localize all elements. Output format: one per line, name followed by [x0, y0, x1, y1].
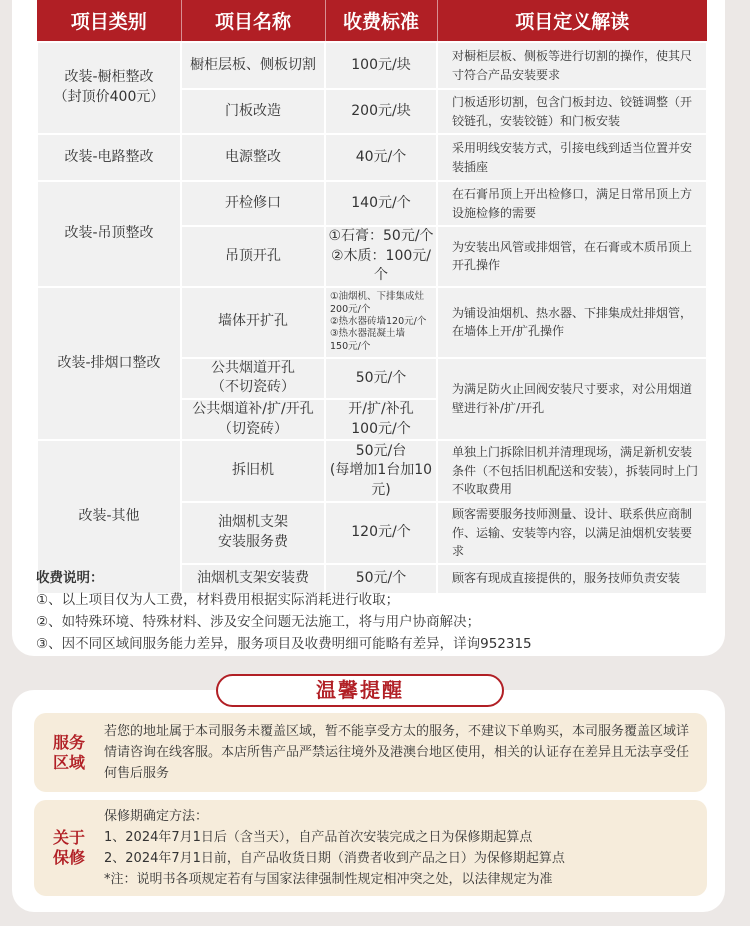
category-ceiling: 改装-吊顶整改: [37, 181, 181, 287]
warranty-box: [34, 800, 707, 896]
service-area-label: 服务 区域: [52, 733, 85, 772]
header-definition: 项目定义解读: [437, 0, 707, 42]
item-fee: 50元/台 (每增加1台加10元): [325, 440, 437, 502]
fee-notes: [36, 567, 706, 655]
item-name: 墙体开扩孔: [181, 287, 325, 358]
item-fee: 200元/块: [325, 89, 437, 134]
item-fee: 50元/个: [325, 564, 437, 594]
item-definition: 门板适形切割，包含门板封边、铰链调整（开铰链孔，安装铰链）和门板安装: [437, 89, 707, 134]
category-cabinet: 改装-橱柜整改 （封顶价400元）: [37, 42, 181, 134]
item-fee: ①石膏：50元/个 ②木质：100元/个: [325, 226, 437, 287]
table-row: [37, 134, 707, 181]
warranty-text: [104, 806, 695, 890]
item-definition: 为铺设油烟机、热水器、下排集成灶排烟管，在墙体上开/扩孔操作: [437, 287, 707, 358]
table-row: [37, 287, 707, 358]
reminder-title: 温馨提醒: [216, 674, 504, 707]
item-definition: 单独上门拆除旧机并清理现场，满足新机安装条件（不包括旧机配送和安装），拆装同时上门不收取费用: [437, 440, 707, 502]
item-definition: 顾客需要服务技师测量、设计、联系供应商制作、运输、安装等内容，以满足油烟机安装要求: [437, 502, 707, 564]
item-fee: 开/扩/补孔 100元/个: [325, 399, 437, 440]
item-fee: 100元/块: [325, 42, 437, 89]
header-fee: 收费标准: [325, 0, 437, 42]
note-item: ③、因不同区域间服务能力差异，服务项目及收费明细可能略有差异，详询952315: [36, 636, 532, 652]
table-header-row: [37, 0, 707, 42]
item-fee: 140元/个: [325, 181, 437, 226]
item-name: 公共烟道补/扩/开孔 （切瓷砖）: [181, 399, 325, 440]
item-definition: 对橱柜层板、侧板等进行切割的操作，使其尺寸符合产品安装要求: [437, 42, 707, 89]
item-name: 油烟机支架 安装服务费: [181, 502, 325, 564]
notes-title: 收费说明：: [36, 570, 104, 586]
service-area-box: [34, 713, 707, 792]
table-row: [37, 42, 707, 89]
item-name: 门板改造: [181, 89, 325, 134]
item-fee: 120元/个: [325, 502, 437, 564]
item-name: 拆旧机: [181, 440, 325, 502]
warranty-line: 2、2024年7月1日前，自产品收货日期（消费者收到产品之日）为保修期起算点: [104, 851, 565, 866]
warranty-line: 保修期确定方法：: [104, 809, 209, 824]
item-definition: 采用明线安装方式，引接电线到适当位置并安装插座: [437, 134, 707, 181]
warranty-line: 1、2024年7月1日后（含当天），自产品首次安装完成之日为保修期起算点: [104, 830, 533, 845]
item-fee: 50元/个: [325, 358, 437, 399]
note-item: ②、如特殊环境、特殊材料、涉及安全问题无法施工，将与用户协商解决；: [36, 614, 481, 630]
header-name: 项目名称: [181, 0, 325, 42]
item-name: 开检修口: [181, 181, 325, 226]
note-item: ①、以上项目仅为人工费，材料费用根据实际消耗进行收取；: [36, 592, 400, 608]
item-name: 橱柜层板、侧板切割: [181, 42, 325, 89]
table-row: [37, 440, 707, 502]
table-row: [37, 181, 707, 226]
item-definition: 顾客有现成直接提供的，服务技师负责安装: [437, 564, 707, 594]
item-fee: 40元/个: [325, 134, 437, 181]
warranty-line: *注：说明书各项规定若有与国家法律强制性规定相冲突之处，以法律规定为准: [104, 872, 553, 887]
category-flue: 改装-排烟口整改: [37, 287, 181, 440]
item-name: 公共烟道开孔 （不切瓷砖）: [181, 358, 325, 399]
warranty-label: 关于 保修: [52, 828, 85, 867]
category-circuit: 改装-电路整改: [37, 134, 181, 181]
item-fee: ①油烟机、下排集成灶 200元/个 ②热水器砖墙120元/个 ③热水器混凝土墙 150元/个: [325, 287, 437, 358]
item-definition: 在石膏吊顶上开出检修口，满足日常吊顶上方设施检修的需要: [437, 181, 707, 226]
category-other: 改装-其他: [37, 440, 181, 594]
item-definition: 为满足防火止回阀安装尺寸要求，对公用烟道壁进行补/扩/开孔: [437, 358, 707, 440]
header-category: 项目类别: [37, 0, 181, 42]
fee-table: [36, 0, 708, 595]
item-name: 电源整改: [181, 134, 325, 181]
service-area-text: 若您的地址属于本司服务未覆盖区域，暂不能享受方太的服务，不建议下单购买，本司服务覆盖区域详情请咨询在线客服。本店所售产品严禁运往境外及港澳台地区使用，相关的认证存在差异且无法享受任何售后服务: [104, 724, 690, 781]
item-name: 吊顶开孔: [181, 226, 325, 287]
item-name: 油烟机支架安装费: [181, 564, 325, 594]
item-definition: 为安装出风管或排烟管，在石膏或木质吊顶上开孔操作: [437, 226, 707, 287]
